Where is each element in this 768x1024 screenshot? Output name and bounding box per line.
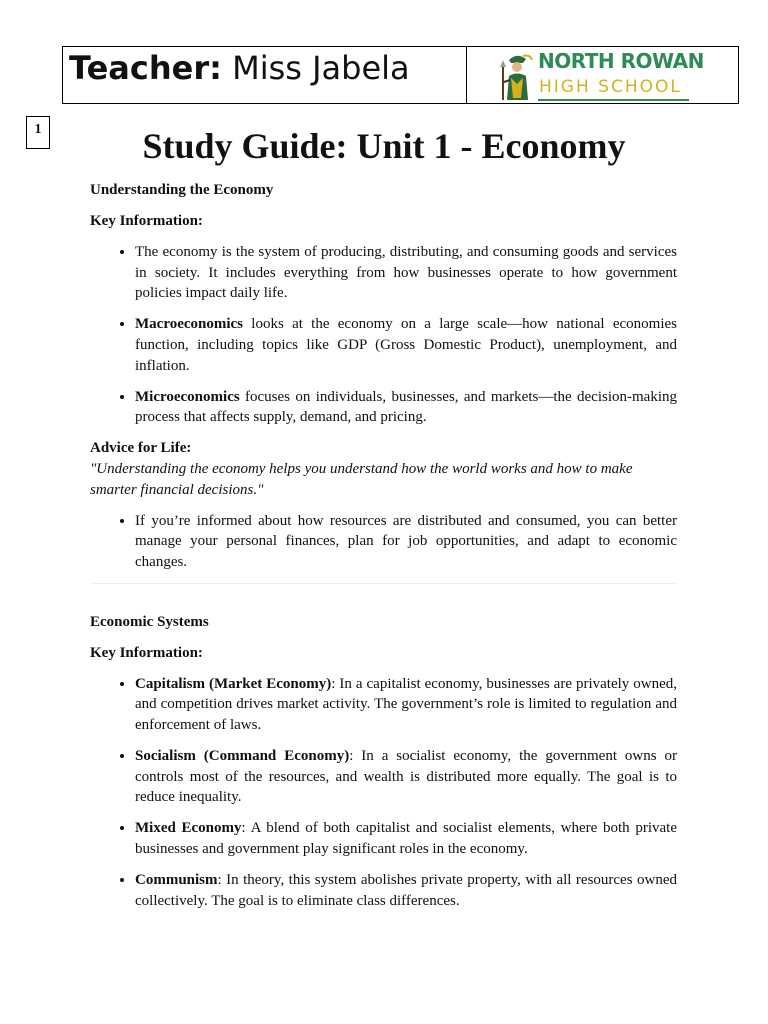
page-title: Study Guide: Unit 1 - Economy <box>142 126 626 166</box>
bullet-term: Mixed Economy <box>135 820 242 837</box>
bullet-text: : In a capitalist economy, businesses are privately owned, and competition drives market activity. The government’s role is limited to regulation and enforcement of laws. <box>135 675 677 733</box>
advice-label: Advice for Life: <box>90 440 192 457</box>
bullet-term: Capitalism (Market Economy) <box>135 675 332 692</box>
school-logo <box>467 47 738 103</box>
list-item <box>135 746 677 808</box>
bullet-term: Socialism (Command Economy) <box>135 747 350 764</box>
bullet-text: If you’re informed about how resources are distributed and consumed, you can better manage your personal finances, plan for job opportunities, and adapt to economic changes. <box>135 512 677 570</box>
list-item <box>135 674 677 736</box>
teacher-label: Teacher: <box>69 49 222 87</box>
list-item <box>135 818 677 859</box>
logo-underline <box>538 99 689 101</box>
teacher-cell <box>63 47 467 103</box>
bullet-text: : In a socialist economy, the government owns or controls most of the resources, and wealth is distributed more equally. The goal is to reduce inequality. <box>135 747 678 806</box>
bullet-text: looks at the economy on a large scale—how national economies function, including topics like GDP (Gross Domestic Product), unemployment, and inflation. <box>135 316 677 374</box>
key-info-label: Key Information: <box>90 644 203 661</box>
teacher-name: Miss Jabela <box>221 49 410 87</box>
key-info-label: Key Information: <box>90 213 203 230</box>
list-item <box>135 314 677 376</box>
bullet-text: The economy is the system of producing, distributing, and consuming goods and services in society. It includes everything from how businesses operate to how government policies impact daily life. <box>135 244 677 302</box>
bullet-text: : In theory, this system abolishes private property, with all resources owned collectively. The goal is to eliminate class differences. <box>135 871 677 909</box>
section1-bullets <box>90 242 677 428</box>
section-heading: Understanding the Economy <box>90 182 274 198</box>
list-item <box>135 870 677 911</box>
bullet-text: : A blend of both capitalist and socialist elements, where both private businesses and government play significant roles in the economy. <box>135 820 677 857</box>
advice-bullets <box>90 511 677 573</box>
page-number: 1 <box>26 116 50 149</box>
list-item <box>135 387 677 428</box>
bullet-term: Macroeconomics <box>135 316 244 333</box>
section2-bullets <box>90 674 677 911</box>
list-item <box>135 511 677 573</box>
section-heading: Economic Systems <box>90 613 209 630</box>
bullet-text: focuses on individuals, businesses, and markets—the decision-making process that affects supply, demand, and pricing. <box>135 388 677 426</box>
section-divider <box>90 583 677 584</box>
bullet-term: Microeconomics <box>135 388 240 405</box>
list-item <box>135 242 677 304</box>
bullet-term: Communism <box>135 871 218 888</box>
header-box <box>62 46 739 104</box>
school-name-line1: NORTH ROWAN <box>538 49 704 73</box>
study-guide-content <box>90 180 677 911</box>
advice-quote: "Understanding the economy helps you understand how the world works and how to make smarter financial decisions." <box>90 461 633 498</box>
school-name-line2: HIGH SCHOOL <box>539 77 682 97</box>
school-mascot-icon <box>499 52 535 102</box>
